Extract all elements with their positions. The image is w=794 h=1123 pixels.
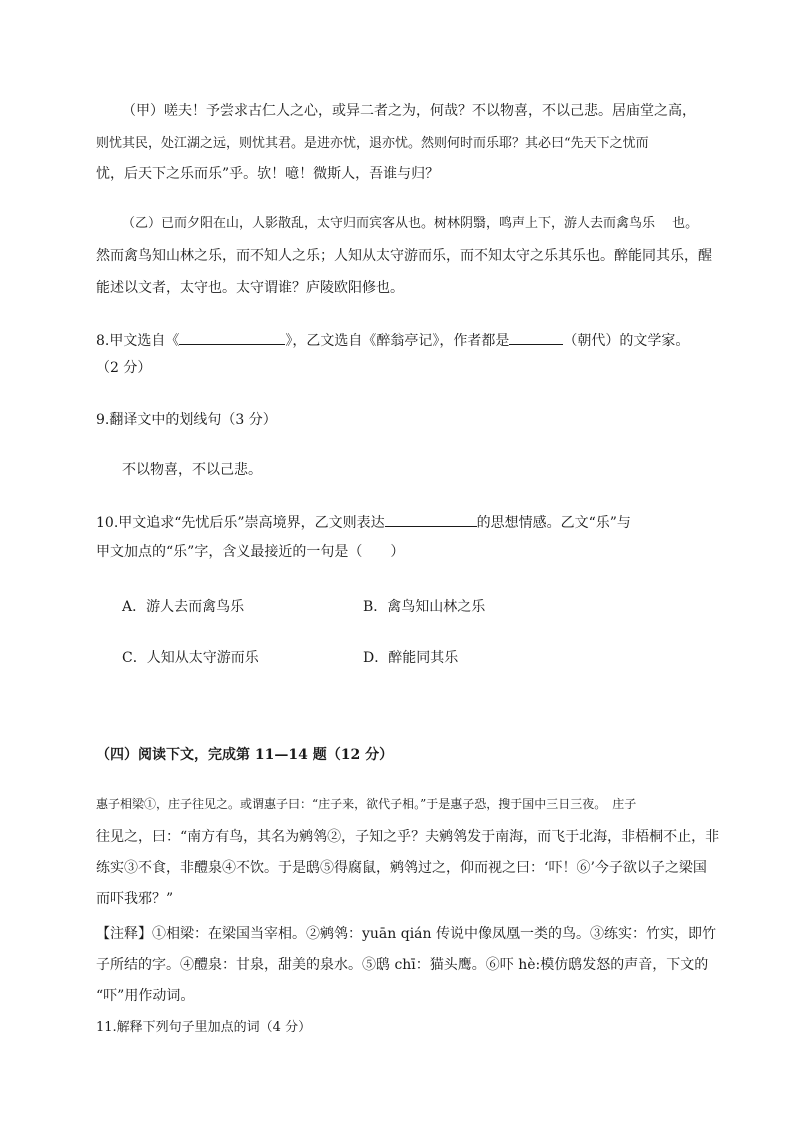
answer-blank-emotion[interactable]	[385, 514, 477, 527]
question-10-suffix: 的思想情感。乙文“乐”与	[476, 515, 631, 531]
option-a[interactable]: A．游人去而禽鸟乐	[122, 599, 245, 615]
section-4-title: （四）阅读下文，完成第 11—14 题（12 分）	[96, 747, 394, 763]
annotation-line-2: 子所结的字。④醴泉：甘泉，甜美的泉水。⑤鸱 chī：猫头鹰。⑥吓 hè:模仿鸱发怒的声音，下文的	[96, 957, 709, 973]
passage-huizi-line-2: 往见之，曰：“南方有鸟，其名为鹓鸰②，子知之乎？夫鹓鸰发于南海，而飞于北海，非梧桐不止，非	[96, 829, 720, 845]
answer-blank-dynasty[interactable]	[509, 332, 563, 345]
question-10-line-2: 甲文加点的“乐”字，含义最接近的一句是（ ）	[96, 544, 405, 560]
question-10-prefix: 10.甲文追求“先忧后乐”崇高境界，乙文则表达	[96, 515, 385, 531]
passage-huizi-line-3: 练实③不食，非醴泉④不饮。于是鸱⑤得腐鼠，鹓鸰过之，仰而视之曰：‘吓！⑥’今子欲以子之梁国	[96, 860, 707, 876]
question-11-title: 11.解释下列句子里加点的词（4 分）	[96, 1020, 312, 1035]
question-8-middle: 》，乙文选自《醉翁亭记》，作者都是	[285, 333, 510, 349]
passage-jia-line-3: 忧，后天下之乐而乐”乎。欤！噫！微斯人，吾谁与归？	[96, 166, 440, 182]
passage-yi-line-3: 能述以文者，太守也。太守谓谁？庐陵欧阳修也。	[96, 280, 404, 296]
passage-huizi-line-4: 而吓我邪？”	[96, 891, 174, 907]
annotation-line-3: “吓”用作动词。	[96, 988, 195, 1004]
passage-yi-line-1: （乙）已而夕阳在山，人影散乱，太守归而宾客从也。树林阴翳，鸣声上下，游人去而禽鸟乐 也。	[122, 216, 699, 231]
option-c[interactable]: C．人知从太守游而乐	[122, 650, 259, 666]
question-8-score: （2 分）	[96, 360, 152, 376]
passage-huizi-line-1: 惠子相梁①，庄子往见之。或谓惠子曰：“庄子来，欲代子相。”于是惠子恐，搜于国中三日三夜。 庄子	[96, 797, 637, 811]
passage-jia-line-2: 则忧其民，处江湖之远，则忧其君。是进亦忧，退亦忧。然则何时而乐耶？其必曰“先天下之忧而	[96, 136, 649, 151]
question-9-sentence: 不以物喜，不以己悲。	[122, 462, 262, 478]
passage-jia-line-1: （甲）嗟夫！予尝求古仁人之心，或异二者之为，何哉？不以物喜，不以己悲。居庙堂之高，	[122, 103, 696, 119]
answer-blank-source[interactable]	[179, 332, 285, 345]
question-8-prefix: 8.甲文选自《	[96, 333, 180, 349]
passage-yi-line-2: 然而禽鸟知山林之乐，而不知人之乐；人知从太守游而乐，而不知太守之乐其乐也。醉能同其乐，醒	[96, 248, 712, 264]
question-9-title: 9.翻译文中的划线句（3 分）	[96, 412, 277, 428]
annotation-line-1: 【注释】①相梁：在梁国当宰相。②鹓鸰：yuān qián 传说中像凤凰一类的鸟。③练实：竹实，即竹	[96, 926, 716, 942]
question-8-suffix: （朝代）的文学家。	[563, 333, 690, 349]
option-b[interactable]: B．禽鸟知山林之乐	[363, 599, 486, 615]
question-8-line	[96, 332, 689, 348]
option-d[interactable]: D．醉能同其乐	[363, 650, 459, 666]
question-10-line-1	[96, 514, 631, 530]
